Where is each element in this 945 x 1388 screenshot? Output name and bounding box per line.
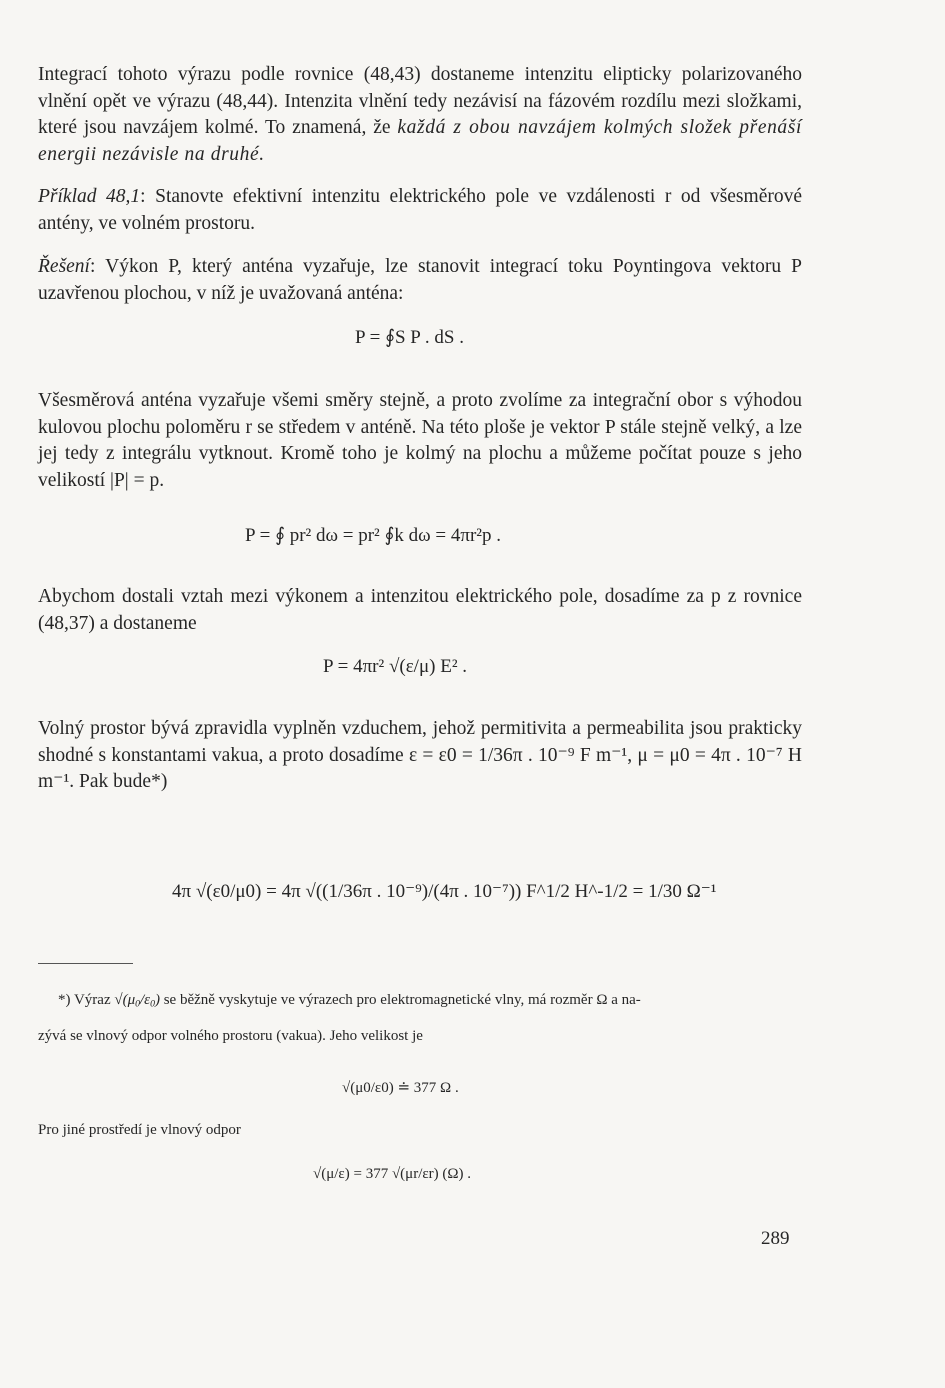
- footnote-equation-a-text: √(μ0/ε0) ≐ 377 Ω .: [342, 1080, 459, 1096]
- equation-4: [172, 880, 716, 903]
- footnote-expression: $√(\mu_0/\varepsilon_0)$: [114, 992, 160, 1010]
- footnote-description: se běžně vyskytuje ve výrazech pro elektromagnetické vlny, má rozměr Ω a na-: [163, 992, 641, 1008]
- footnote-impedance-text: zývá se vlnový odpor volného prostoru (vakua). Jeho velikost je: [38, 1028, 423, 1044]
- footnote-line-2: [38, 1024, 802, 1048]
- isotropic-text: Všesměrová anténa vyzařuje všemi směry stejně, a proto zvolíme za integrační obor s výhodou kulovou plochu poloměru r se středem v anténě. Na této ploše je vektor P stále stejně velký, a lze jej tedy z integrálu vytknout. Kromě toho je kolmý na plochu a můžeme počítat pouze s jeho velikostí |P| = p.: [38, 390, 802, 491]
- intro-text: Integrací tohoto výrazu podle rovnice (48,43) dostaneme intenzitu elipticky polarizovaného vlnění opět ve výrazu (48,44). Intenzita vlnění tedy nezávisí na fázovém rozdílu mezi složkami, které jsou navzájem kolmé. To znamená, že: [38, 64, 802, 138]
- footnote-line-3: [38, 1118, 802, 1142]
- footnote-equation-b: [313, 1162, 471, 1186]
- example-text: : Stanovte efektivní intenzitu elektrického pole ve vzdálenosti r od všesměrové antény, ve volném prostoru.: [38, 186, 802, 234]
- solution-text: : Výkon P, který anténa vyzařuje, lze stanovit integrací toku Poyntingova vektoru P uzavřenou plochou, v níž je uvažovaná anténa:: [38, 256, 802, 304]
- equation-1-text: P = ∮S P . dS .: [355, 327, 464, 348]
- footnote-other-medium-text: Pro jiné prostředí je vlnový odpor: [38, 1122, 241, 1138]
- paragraph-solution: [38, 254, 802, 307]
- equation-4-text: 4π √(ε0/μ0) = 4π √((1/36π . 10⁻⁹)/(4π . 10⁻⁷)) F^1/2 H^-1/2 = 1/30 Ω⁻¹: [172, 881, 717, 902]
- paragraph-example: [38, 184, 802, 237]
- intro-emphasis: každá z obou navzájem kolmých složek přenáší energii nezávisle na druhé.: [38, 117, 802, 165]
- equation-2: [245, 524, 501, 547]
- footnote-line-1: [58, 988, 802, 1012]
- substitution-text: Abychom dostali vztah mezi výkonem a intenzitou elektrického pole, dosadíme za p z rovnice (48,37) a dostaneme: [38, 586, 802, 634]
- equation-3: [323, 656, 467, 678]
- page-number: 289: [761, 1228, 790, 1249]
- paragraph-intro: [38, 62, 802, 168]
- footnote-equation-b-text: √(μ/ε) = 377 √(μr/εr) (Ω) .: [313, 1166, 472, 1182]
- equation-2-text: P = ∮ pr² dω = pr² ∮k dω = 4πr²p .: [245, 525, 501, 546]
- solution-label: Řešení: [38, 256, 90, 277]
- footnote-divider: [38, 963, 133, 964]
- footnote-intro: *) Výraz: [58, 992, 111, 1008]
- paragraph-isotropic: [38, 388, 802, 494]
- equation-1: [355, 326, 464, 349]
- paragraph-substitution: [38, 584, 802, 637]
- paragraph-free-space: [38, 716, 802, 796]
- free-space-text: Volný prostor bývá zpravidla vyplněn vzduchem, jehož permitivita a permeabilita jsou prakticky shodné s konstantami vakua, a proto dosadíme ε = ε0 = 1/36π . 10⁻⁹ F m⁻¹, μ = μ0 = 4π . 10⁻⁷ H m⁻¹. Pak bude*): [38, 718, 802, 792]
- equation-3-text: P = 4πr² √(ε/μ) E² .: [323, 656, 468, 677]
- example-label: Příklad 48,1: [38, 186, 141, 207]
- footnote-equation-a: [342, 1076, 459, 1100]
